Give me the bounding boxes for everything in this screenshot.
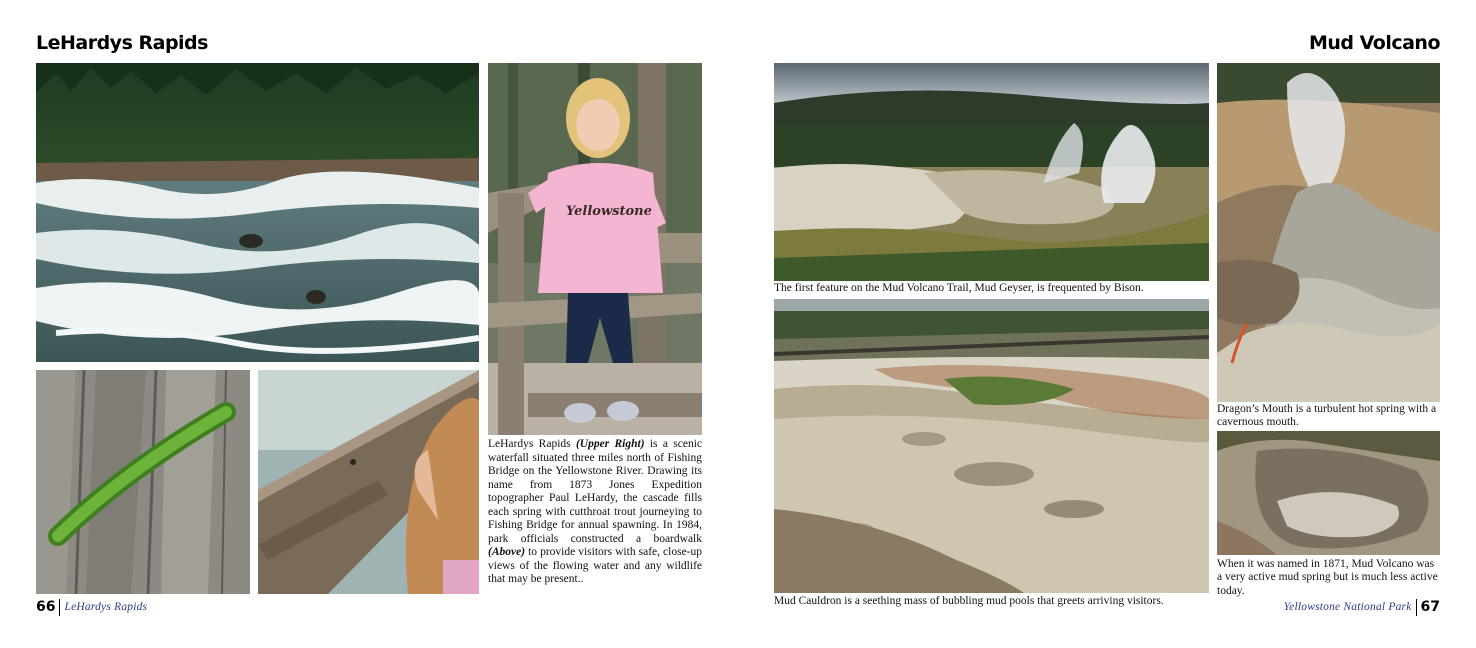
mud-cauldron-caption: Mud Cauldron is a seething mass of bubbling mud pools that greets arriving visitors. — [774, 595, 1164, 607]
left-page-number: 66 — [36, 599, 56, 615]
left-folio — [36, 598, 147, 616]
body-intro: LeHardys Rapids — [488, 438, 571, 450]
mud-cauldron-photo — [774, 299, 1209, 593]
rapids-description — [488, 438, 702, 587]
dragons-mouth-photo — [1217, 63, 1440, 402]
right-folio — [1284, 598, 1440, 616]
shirt-text: Yellowstone — [566, 204, 652, 219]
mud-volcano-photo — [1217, 431, 1440, 555]
mud-volcano-caption: When it was named in 1871, Mud Volcano was a very active mud spring but is much less active today. — [1217, 558, 1438, 597]
body-middle: is a scenic waterfall situated three miles north of Fishing Bridge on the Yellowstone River. Drawing its name from 1873 Jones Expedition topographer Paul LeHardy, the cascade fills each spring with cutthroat trout journeying to Fishing Bridge for annual spawning. In 1984, park officials constructed a boardwalk — [488, 438, 703, 545]
right-page-heading: Mud Volcano — [1308, 32, 1440, 54]
body-ref-above: (Above) — [488, 546, 526, 558]
girl-boardwalk-photo — [488, 63, 702, 435]
body-ref-upper-right: (Upper Right) — [575, 438, 645, 450]
left-folio-title: LeHardys Rapids — [64, 601, 148, 613]
caterpillar-photo — [36, 370, 250, 594]
folio-divider — [59, 599, 60, 616]
folio-divider — [1416, 599, 1417, 616]
right-page-number: 67 — [1420, 599, 1440, 615]
right-folio-title: Yellowstone National Park — [1283, 601, 1412, 613]
mud-geyser-caption: The first feature on the Mud Volcano Trail, Mud Geyser, is frequented by Bison. — [774, 282, 1144, 294]
left-page-heading: LeHardys Rapids — [36, 32, 208, 54]
rapids-photo — [36, 63, 479, 362]
girl-railing-photo — [258, 370, 479, 594]
dragons-mouth-caption: Dragon’s Mouth is a turbulent hot spring with a cavernous mouth. — [1217, 403, 1437, 429]
body-end: to provide visitors with safe, close-up views of the flowing water and any wildlife that may be present.. — [488, 546, 702, 585]
mud-geyser-photo — [774, 63, 1209, 281]
